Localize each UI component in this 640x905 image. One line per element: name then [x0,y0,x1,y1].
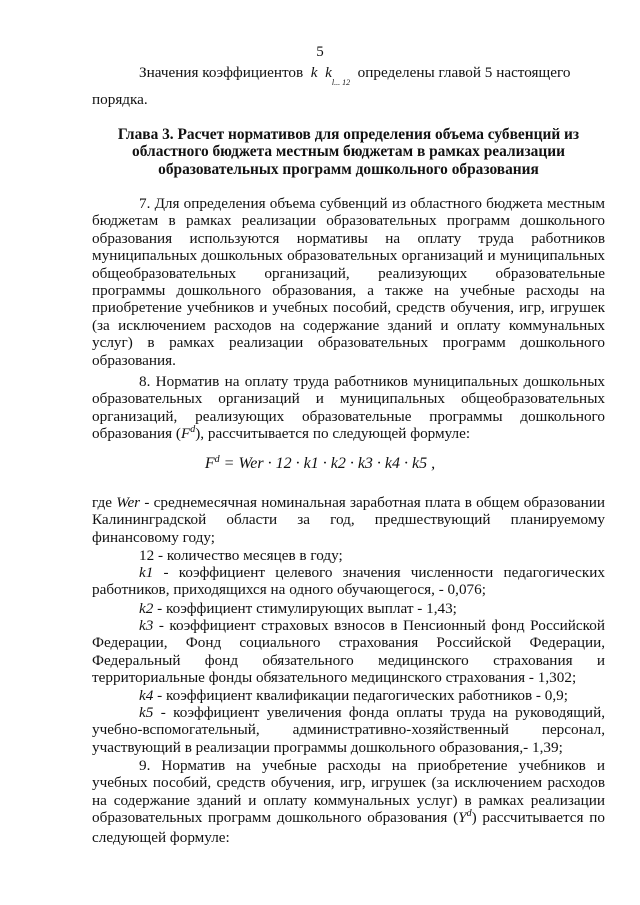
intro-text-b: определены главой 5 настоящего [357,64,571,81]
formula-lhs-sup: d [214,454,220,465]
paragraph-9-text: 9. Норматив на учебные расходы на приобретение учебников и учебных пособий, средств обучения, игр, игрушек (за исключением расходов на содержание зданий и оплату коммунальных услуг) в рамках реализации образовательных программ дошкольного образования ( [92,757,605,827]
definition-k3 [92,617,605,687]
definition-wer [92,494,605,546]
paragraph-8-text: 8. Норматив на оплату труда работников муниципальных дошкольных образовательных организаций и муниципальных общеобразовательных организаций, реализующих образовательные программы дошкольного образования ( [92,373,605,443]
k1-symbol: k1 [139,564,154,581]
intro-paragraph [92,64,605,87]
k4-text: - коэффициент квалификации педагогических работников - 0,9; [153,687,568,704]
k1-text: - коэффициент целевого значения численности педагогических работников, приходящихся на одного обучающегося, - 0,076; [92,564,605,599]
page-number: 5 [316,44,324,60]
definition-k4 [92,687,605,704]
k-symbol-last: k [325,64,332,81]
paragraph-9 [92,757,605,846]
k5-text: - коэффициент увеличения фонда оплаты труда на руководящий, учебно-вспомогательный, административно-хозяйственный персонал, участвующий в реализации программы дошкольного образования,- 1,39; [92,704,605,756]
y-superscript: d [466,808,472,820]
definition-k5 [92,704,605,756]
definition-months: 12 - количество месяцев в году; [139,547,343,564]
paragraph-8-tail: ), рассчитывается по следующей формуле: [195,425,471,443]
k-symbol-first: k [310,64,318,81]
k2-text: - коэффициент стимулирующих выплат - 1,43; [153,600,457,617]
wer-symbol: Wer [116,494,141,511]
intro-text-a: Значения коэффициентов [139,64,304,81]
y-symbol: Y [458,809,467,827]
k-subscript: l... 12 [331,78,351,87]
intro-continuation: порядка. [92,91,148,108]
wer-text: - среднемесячная номинальная заработная плата в общем образовании Калининградской области за год, предшествующий планируемому финансовому году; [92,494,606,546]
k4-symbol: k4 [139,687,154,704]
formula-fd [0,455,640,473]
paragraph-9-tail: ) рассчитывается по следующей формуле: [92,809,605,846]
chapter-heading: Глава 3. Расчет нормативов для определения объема субвенций из областного бюджета местным бюджетам в рамках реализации образовательных программ дошкольного образования [117,126,580,178]
k5-symbol: k5 [139,704,154,721]
f-symbol: F [180,425,191,443]
k3-text: - коэффициент страховых взносов в Пенсионный фонд Российской Федерации, Фонд социального страхования Российской Федерации, Федеральный фонд обязательного медицинского страхования и территориальные фонды обязательного медицинского страхования - 1,302; [92,617,605,687]
definition-k2 [92,600,605,617]
definition-k1 [92,564,605,599]
where-word: где [92,494,112,511]
formula-lhs: F [204,455,215,472]
paragraph-8 [92,373,605,445]
f-superscript: d [190,424,196,436]
k2-symbol: k2 [139,600,154,617]
paragraph-7: 7. Для определения объема субвенций из областного бюджета местным бюджетам в рамках реализации образовательных программ дошкольного образования используются нормативы на оплату труда работников муниципальных дошкольных образовательных организаций и муниципальных общеобразовательных организаций, реализующих образовательные программы дошкольного образования, а также на учебные расходы на приобретение учебников и учебных пособий, средств обучения, игр, игрушек (за исключением расходов на содержание зданий и оплату коммунальных услуг) в рамках реализации образовательных программ дошкольного образования. [92,195,605,369]
k3-symbol: k3 [139,617,154,634]
formula-rhs: = Wer · 12 · k1 · k2 · k3 · k4 · k5 , [219,455,436,472]
